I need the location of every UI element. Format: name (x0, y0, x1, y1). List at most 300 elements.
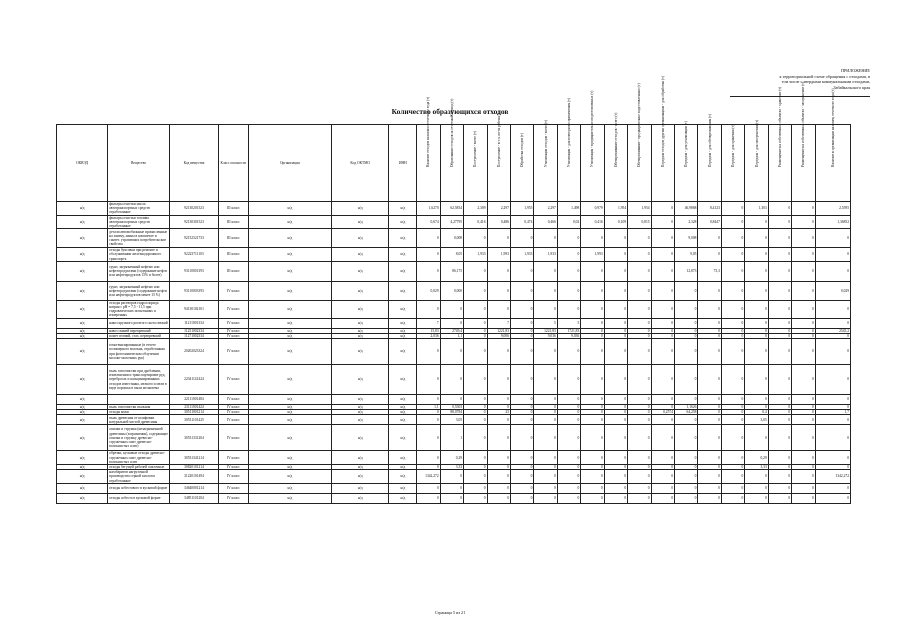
table-cell: 0 (417, 229, 440, 248)
table-cell: 0 (487, 493, 510, 503)
table-cell: 0 (721, 339, 744, 365)
table-cell: 0 (651, 465, 674, 470)
table-cell: IV класс (218, 465, 248, 470)
table-cell: 0 (464, 395, 487, 405)
table-cell: 1721,83 (557, 328, 580, 333)
table-cell: 0 (698, 318, 721, 328)
table-cell: 0 (604, 229, 627, 248)
table-cell: 0 (604, 405, 627, 410)
table-cell: 0 (417, 300, 440, 318)
table-cell: 0 (604, 318, 627, 328)
table-cell: 0 (768, 470, 791, 484)
table-cell: н/д (331, 261, 389, 281)
header-cell: Класс опасности (218, 125, 248, 202)
table-cell: 0 (557, 339, 580, 365)
table-cell: 0 (487, 470, 510, 484)
table-cell: 0 (464, 261, 487, 281)
table-row (57, 281, 851, 300)
table-cell: 0,416 (581, 215, 604, 229)
table-cell: н/д (248, 425, 331, 451)
table-cell: 3,05 (440, 415, 463, 425)
table-cell: 0 (675, 470, 698, 484)
header-cell: ОКВЭД (57, 125, 108, 202)
table-cell: н/д (57, 465, 108, 470)
table-cell: н/д (248, 229, 331, 248)
table-cell: 62,5834 (440, 202, 463, 216)
table-cell: н/д (248, 202, 331, 216)
table-cell: 0 (464, 339, 487, 365)
table-cell: 0 (721, 328, 744, 333)
table-cell: 0 (464, 483, 487, 493)
table-cell: 1342,272 (815, 470, 850, 484)
table-cell: 0,466 (534, 215, 557, 229)
table-cell: 0 (464, 425, 487, 451)
table-cell: IV класс (218, 415, 248, 425)
table-cell: н/д (331, 470, 389, 484)
table-cell: 0 (675, 425, 698, 451)
table-cell: н/д (248, 318, 331, 328)
table-cell: 0 (698, 493, 721, 503)
table-cell: 0 (721, 333, 744, 338)
header-cell: Утилизация - для повторного применения (т) (557, 125, 580, 202)
table-cell: 92152521733 (169, 229, 218, 248)
table-cell: 0 (721, 300, 744, 318)
table-cell: 4,27795 (440, 215, 463, 229)
table-row (57, 425, 851, 451)
table-cell: 0,674 (417, 215, 440, 229)
table-cell: 0 (557, 365, 580, 395)
table-cell: 0 (651, 395, 674, 405)
table-cell: 0 (651, 451, 674, 465)
table-cell: н/д (331, 248, 389, 262)
table-cell: н/д (389, 328, 417, 333)
table-cell: 0 (721, 465, 744, 470)
table-cell: 0 (651, 339, 674, 365)
table-cell: н/д (331, 328, 389, 333)
table-cell: н/д (248, 405, 331, 410)
table-cell: 0 (510, 300, 533, 318)
table-cell: 0 (534, 483, 557, 493)
table-cell: 2749,4 (440, 328, 463, 333)
table-cell: 86,175 (440, 261, 463, 281)
table-cell: 1,1 (417, 405, 440, 410)
table-cell: 0 (510, 465, 533, 470)
table-cell: 0 (792, 365, 815, 395)
table-cell: 1,303 (745, 202, 768, 216)
table-cell: 1,498 (557, 202, 580, 216)
table-cell: 1,955 (510, 202, 533, 216)
table-cell: отходы асбестового в кусковой форме (108, 483, 170, 493)
table-cell: IV класс (218, 328, 248, 333)
table-cell: н/д (57, 405, 108, 410)
table-cell: 0 (815, 365, 850, 395)
table-cell: н/д (331, 300, 389, 318)
table-cell: IV класс (218, 470, 248, 484)
table-cell: 0 (464, 470, 487, 484)
header-cell: Обезвреживание - предварительно подготовленных (т) (628, 125, 651, 202)
header-cell: Наличие отходов на начало отчетного года (т) (417, 125, 440, 202)
table-cell: 1,1626 (675, 405, 698, 410)
table-cell: IV класс (218, 483, 248, 493)
table-row (57, 451, 851, 465)
table-cell: 0 (745, 405, 768, 410)
table-cell: 0 (557, 465, 580, 470)
table-cell: 0 (628, 229, 651, 248)
table-cell: 0 (417, 410, 440, 415)
table-cell: 92130301523 (169, 215, 218, 229)
table-cell: 0 (534, 451, 557, 465)
table-row (57, 470, 851, 484)
table-cell: 30511001214 (169, 410, 218, 415)
table-cell: 0 (510, 425, 533, 451)
table-cell: 0 (815, 248, 850, 262)
table-cell: 0 (487, 339, 510, 365)
table-cell: 0 (534, 425, 557, 451)
table-cell: 0 (745, 281, 768, 300)
table-cell: 0 (698, 281, 721, 300)
table-cell: 0 (604, 410, 627, 415)
table-cell: 92223711103 (169, 248, 218, 262)
table-cell: н/д (389, 483, 417, 493)
table-cell: 0 (557, 493, 580, 503)
table-cell: 0 (534, 405, 557, 410)
table-cell: н/д (57, 318, 108, 328)
table-cell: 0,008 (440, 229, 463, 248)
table-cell: н/д (331, 451, 389, 465)
table-cell: н/д (57, 281, 108, 300)
table-cell: 0 (768, 300, 791, 318)
table-cell: 0 (815, 229, 850, 248)
table-cell: 0 (440, 483, 463, 493)
table-cell: 0 (464, 281, 487, 300)
table-cell: 0 (792, 470, 815, 484)
table-cell: 0 (487, 229, 510, 248)
table-cell: 0 (464, 451, 487, 465)
table-cell: 0 (464, 415, 487, 425)
table-cell: 0 (768, 215, 791, 229)
table-cell: 0 (792, 333, 815, 338)
table-cell: 0,29 (440, 451, 463, 465)
table-cell: н/д (389, 229, 417, 248)
table-cell: 0 (510, 261, 533, 281)
table-cell: 0 (675, 451, 698, 465)
table-cell: 0 (581, 425, 604, 451)
table-cell: 5 (534, 318, 557, 328)
table-cell: 0 (675, 465, 698, 470)
table-cell: 0 (487, 451, 510, 465)
table-cell: 0 (768, 229, 791, 248)
table-cell: грунт, загрязненный нефтью или нефтепродуктами (содержание нефти или нефтепродуктов менее 15 %) (108, 281, 170, 300)
table-cell: 0 (768, 395, 791, 405)
appendix-line: том числе с твердыми коммунальными отходами, (781, 79, 870, 85)
table-cell: н/д (248, 339, 331, 365)
table-cell: 0 (440, 470, 463, 484)
table-cell: пыль газоочистки при дроблении, измельчении и транспортировке руд, перебросах и кальцинированных отходов известняка, мелкого и мели в виде порошка в пыли мелкозема (108, 365, 170, 395)
table-cell: 0 (792, 451, 815, 465)
table-cell: 0 (510, 281, 533, 300)
table-cell: 1,933 (534, 248, 557, 262)
table-cell: 23 (487, 410, 510, 415)
table-cell: 0 (792, 410, 815, 415)
table-cell: н/д (331, 415, 389, 425)
table-cell: отходы буксовки при ремонте и обслуживании железнодорожного транспорта (108, 248, 170, 262)
table-cell: н/д (331, 215, 389, 229)
table-cell: III класс (218, 248, 248, 262)
table-cell: 2,328 (675, 215, 698, 229)
table-cell: н/д (248, 415, 331, 425)
table-cell: н/д (57, 229, 108, 248)
table-cell: 0 (768, 425, 791, 451)
table-cell: н/д (331, 333, 389, 338)
table-cell: 0 (815, 405, 850, 410)
table-cell: 1,36852 (815, 215, 850, 229)
table-cell: н/д (331, 365, 389, 395)
table-row (57, 483, 851, 493)
table-cell: 0 (510, 451, 533, 465)
table-cell: 0 (604, 451, 627, 465)
table-cell: 0 (698, 333, 721, 338)
table-cell: н/д (248, 410, 331, 415)
header-cell: Утилизация отходов - всего (т) (534, 125, 557, 202)
table-row (57, 493, 851, 503)
table-cell: 1,6270 (417, 202, 440, 216)
table-cell: 0 (557, 300, 580, 318)
table-row (57, 318, 851, 328)
table-cell: 1342,272 (417, 470, 440, 484)
table-cell: 0 (628, 451, 651, 465)
table-cell: IV класс (218, 318, 248, 328)
table-cell: 0 (557, 451, 580, 465)
table-cell: опилки и стружка (незагрязненной древесины (загрязнения), содержащие опилки и стружку древесно-стружечных плит древесно-волокнистых плит) (108, 425, 170, 451)
table-cell: 11271002334 (169, 333, 218, 338)
table-cell: 0 (417, 339, 440, 365)
table-cell: 0 (698, 451, 721, 465)
table-cell: 0 (721, 425, 744, 451)
table-cell: 0 (487, 300, 510, 318)
table-cell: 0 (604, 395, 627, 405)
table-cell: 0 (698, 415, 721, 425)
table-cell: н/д (57, 333, 108, 338)
table-row (57, 229, 851, 248)
header-cell: Поступление - всего (т) (464, 125, 487, 202)
table-cell: н/д (389, 339, 417, 365)
table-cell: 0 (510, 493, 533, 503)
table-cell: 0 (651, 425, 674, 451)
table-cell: 15,83 (417, 328, 440, 333)
table-cell: 1 (440, 425, 463, 451)
table-cell: 0 (487, 405, 510, 410)
header-cell: ИНН (389, 125, 417, 202)
table-cell: 0 (628, 470, 651, 484)
table-cell: обрезки, кусковые отходы древесно-стружечных плит древесно-волокнистых плит (108, 451, 170, 465)
table-cell: 0 (815, 333, 850, 338)
table-cell: 0 (581, 405, 604, 410)
table-cell: 0 (604, 300, 627, 318)
table-cell: 0 (417, 248, 440, 262)
table-row (57, 365, 851, 395)
header-row (57, 125, 851, 202)
table-cell: 0 (792, 395, 815, 405)
table-cell: 0 (745, 229, 768, 248)
table-cell: IV класс (218, 333, 248, 338)
table-cell: 0 (721, 365, 744, 395)
table-cell: помет птичий, стах. перепревший (108, 333, 170, 338)
table-cell: 0 (745, 425, 768, 451)
table-cell: 0 (745, 493, 768, 503)
table-cell: IV класс (218, 365, 248, 395)
table-cell: н/д (331, 465, 389, 470)
table-cell: 30820101214 (169, 465, 218, 470)
table-cell: 3,33 (440, 465, 463, 470)
table-cell: н/д (389, 248, 417, 262)
table-cell: 0 (464, 300, 487, 318)
table-cell: 93110001393 (169, 261, 218, 281)
table-cell: н/д (248, 395, 331, 405)
table-cell: 0 (510, 339, 533, 365)
table-cell: 0 (721, 281, 744, 300)
table-cell: 0 (721, 229, 744, 248)
table-cell: 0 (440, 395, 463, 405)
table-cell: 0 (487, 395, 510, 405)
table-cell: 0 (815, 395, 850, 405)
table-cell: 0 (417, 493, 440, 503)
table-cell: 0 (698, 405, 721, 410)
table-cell: 9,036 (557, 333, 580, 338)
table-cell: 0,486 (487, 215, 510, 229)
table-cell: 0 (651, 415, 674, 425)
table-cell: 0 (651, 365, 674, 395)
table-cell: 0 (698, 465, 721, 470)
table-cell: 88,0784 (440, 410, 463, 415)
table-cell: н/д (57, 261, 108, 281)
table-cell: н/д (331, 425, 389, 451)
table-cell: н/д (389, 465, 417, 470)
table-cell: 0 (534, 339, 557, 365)
table-cell: 0 (604, 470, 627, 484)
table-cell: 0 (604, 465, 627, 470)
table-cell: 0 (698, 410, 721, 415)
table-cell: 0 (651, 300, 674, 318)
table-cell: 46,9868 (675, 202, 698, 216)
table-cell: 0 (510, 410, 533, 415)
table-cell: 0 (628, 248, 651, 262)
table-cell: 0 (651, 333, 674, 338)
table-cell: 0 (721, 451, 744, 465)
table-cell: н/д (331, 405, 389, 410)
table-cell: 0 (651, 215, 674, 229)
table-cell: 0 (768, 202, 791, 216)
table-cell: 0 (534, 281, 557, 300)
table-cell: 0 (510, 328, 533, 333)
table-cell: 0,2574 (651, 410, 674, 415)
table-cell: 0 (815, 425, 850, 451)
table-cell: 0 (604, 248, 627, 262)
table-cell: 0 (581, 410, 604, 415)
table-cell: 0 (651, 483, 674, 493)
table-cell: 2,297 (534, 202, 557, 216)
table-cell: нагабаритов нагрузочной производства серной кислоты отработанные (108, 470, 170, 484)
table-cell: 0 (721, 318, 744, 328)
table-cell: н/д (389, 410, 417, 415)
table-cell: пыль газоочистки пыльная (108, 405, 170, 410)
table-cell: 0 (721, 248, 744, 262)
table-cell: 1,993 (487, 248, 510, 262)
table-cell: 0 (675, 365, 698, 395)
table-cell: отходы асбеста в кусковой форме (108, 493, 170, 503)
table-cell: 0 (675, 281, 698, 300)
table-cell: 0 (417, 451, 440, 465)
table-cell: 0 (557, 415, 580, 425)
table-cell: 0 (745, 339, 768, 365)
table-row (57, 395, 851, 405)
table-cell: 0 (768, 451, 791, 465)
table-cell: 0 (604, 281, 627, 300)
table-cell: 0 (792, 261, 815, 281)
table-cell: 0 (557, 483, 580, 493)
table-cell: 9,006 (487, 333, 510, 338)
table-cell: 0 (604, 333, 627, 338)
table-cell: 0 (534, 470, 557, 484)
table-cell: 0,029 (815, 281, 850, 300)
table-cell: 1,993 (581, 248, 604, 262)
table-cell: 0 (745, 483, 768, 493)
table-cell: 0 (745, 470, 768, 484)
table-cell: пыль древесная от шлифовки натуральной чистой древесины (108, 415, 170, 425)
table-cell: 0 (768, 410, 791, 415)
table-cell: III класс (218, 202, 248, 216)
header-cell: Утилизация - предварительно подготовленных (т) (581, 125, 604, 202)
table-cell: н/д (389, 215, 417, 229)
table-cell: 0 (815, 465, 850, 470)
table-cell: н/д (389, 493, 417, 503)
table-cell: 8,05 (440, 248, 463, 262)
table-cell: отходы растворов гидрохлорида натрия с рН = 7,5 - 11,5 при гидравлических испытаниях и измерениях (108, 300, 170, 318)
table-cell: 0 (628, 425, 651, 451)
table-cell: 92130201523 (169, 202, 218, 216)
table-row (57, 339, 851, 365)
page-footer: Страница 5 из 21 (434, 610, 466, 615)
table-cell: 64,258 (675, 410, 698, 415)
table-cell: 0 (604, 365, 627, 395)
table-cell: фильтры очистки топлива автотранспортных средств отработанные (108, 215, 170, 229)
table-cell: IV класс (218, 300, 248, 318)
table-cell: IV класс (218, 451, 248, 465)
table-cell: 0 (768, 405, 791, 410)
table-cell: н/д (331, 410, 389, 415)
table-cell: 0,29 (745, 451, 768, 465)
table-cell: 0 (651, 229, 674, 248)
header-cell: Организация (248, 125, 331, 202)
table-cell: навоз крупного рогатого скота свежий (108, 318, 170, 328)
header-cell: Обезвреживание отходов - всего (т) (604, 125, 627, 202)
table-cell: 0 (464, 318, 487, 328)
table-cell: 0 (440, 339, 463, 365)
table-cell: н/д (57, 248, 108, 262)
table-cell: н/д (389, 300, 417, 318)
table-cell: н/д (57, 425, 108, 451)
table-cell: гомогенизированные (в отчете полимерного волокна, отработанная при фотохимическом облучении молоко-молочных рук) (108, 339, 170, 365)
document-title: Количество образующихся отходов (391, 107, 509, 116)
table-cell: 1221,83 (534, 328, 557, 333)
table-cell: 0 (581, 229, 604, 248)
table-cell: 0 (440, 493, 463, 503)
table-cell: 0 (534, 365, 557, 395)
table-cell: 0 (698, 425, 721, 451)
table-cell: 0 (581, 395, 604, 405)
table-cell: грунт, загрязненный нефтью или нефтепродуктами (содержание нефти или нефтепродуктов 15% и более) (108, 261, 170, 281)
table-cell: 0 (768, 465, 791, 470)
table-cell: 0 (815, 300, 850, 318)
